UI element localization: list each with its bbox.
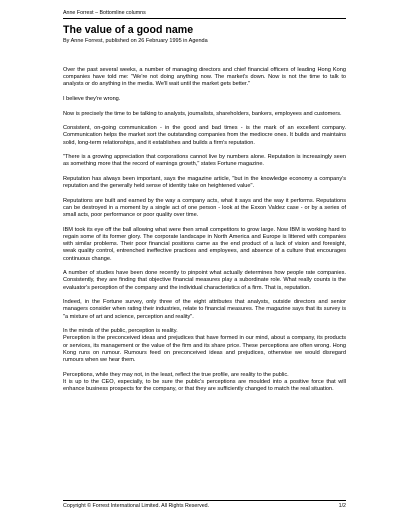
paragraph: Now is precisely the time to be talking to analysts, journalists, shareholders, bankers, employees and customers. (63, 110, 342, 117)
paragraph: Indeed, in the Fortune survey, only three of the eight attributes that analysts, outside directors and senior managers consider when rating their industries, relate to financial measures. The magazine says that its survey is "a mixture of art and science, perception and reality". (63, 299, 346, 320)
paragraph: It is up to the CEO, especially, to be sure the public's perceptions are moulded into a positive force that will enhance business prospects for the company, or that they are sufficiently changed to match the real situation. (63, 378, 346, 392)
paragraph: Consistent, on-going communication - in the good and bad times - is the mark of an excellent company. Communication helps the market sort the outstanding companies from the mediocre ones. It builds and maintains solid, long-term relationships, and it establishes and builds a firm's reputation. (63, 125, 346, 146)
copyright-notice: Copyright © Forrest International Limited. All Rights Reserved. (63, 503, 210, 509)
paragraph: In the minds of the public, perception is reality. (63, 328, 178, 335)
article-body (63, 67, 346, 401)
paragraph: "There is a growing appreciation that corporations cannot live by numbers alone. Reputation is increasingly seen as something more that the record of earnings growth," states Fortune magazine. (63, 154, 346, 168)
footer-rule (63, 500, 346, 501)
paragraph: Reputations are built and earned by the way a company acts, what it says and the way it performs. Reputations can be destroyed in a moment by a single act of one person - look at the Exxon Valdez case - or by a series of small acts, poor performance or poor quality over time. (63, 197, 346, 219)
article-byline: By Anne Forrest, published on 26 February 1995 in Agenda (63, 38, 208, 44)
running-header: Anne Forrest – Bottomline columns (63, 10, 146, 16)
paragraph: Perceptions, while they may not, in the least, reflect the true profile, are reality to the public. (63, 371, 289, 378)
paragraph: Reputation has always been important, says the magazine article, "but in the knowledge economy a company's reputation and the generally held sense of identity take on heightened value". (63, 175, 346, 190)
page-footer (63, 503, 346, 510)
paragraph: Over the past several weeks, a number of managing directors and chief financial officers of leading Hong Kong companies have told me: "We're not doing anything now. The market's down. Now is not the time to talk to analysts or do anything in the media. We'll wait until the market gets better." (63, 67, 346, 88)
paragraph: Perception is the preconceived ideas and prejudices that have formed in our mind, about a company, its products or services, its management or the value of the firm and its share price. These perceptions are often wrong. Hong Kong runs on rumour. Rumours feed on preconceived ideas and prejudices, otherwise we would disregard rumours when we hear them. (63, 335, 346, 363)
header-rule (63, 18, 346, 19)
paragraph: I believe they're wrong. (63, 96, 121, 102)
article-title: The value of a good name (63, 24, 194, 36)
paragraph: A number of studies have been done recently to pinpoint what actually determines how people rate companies. Consistently, they are finding that objective financial measures play a subordinate role. What really counts is the evaluator's perception of the company and the individual characteristics of a firm. That is, reputation. (63, 270, 346, 291)
paragraph: IBM took its eye off the ball allowing what were then small competitors to grow large. Now IBM is working hard to regain some of its former glory. The corporate landscape in North America and Europe is littered with companies with similar problems. Their poor financial positions came as the end product of a lack of vision and foresight, weak quality control, entrenched ineffective practices and employees, and absence of a culture that encourages continuous change. (63, 226, 346, 262)
page-number: 1/2 (338, 503, 346, 509)
